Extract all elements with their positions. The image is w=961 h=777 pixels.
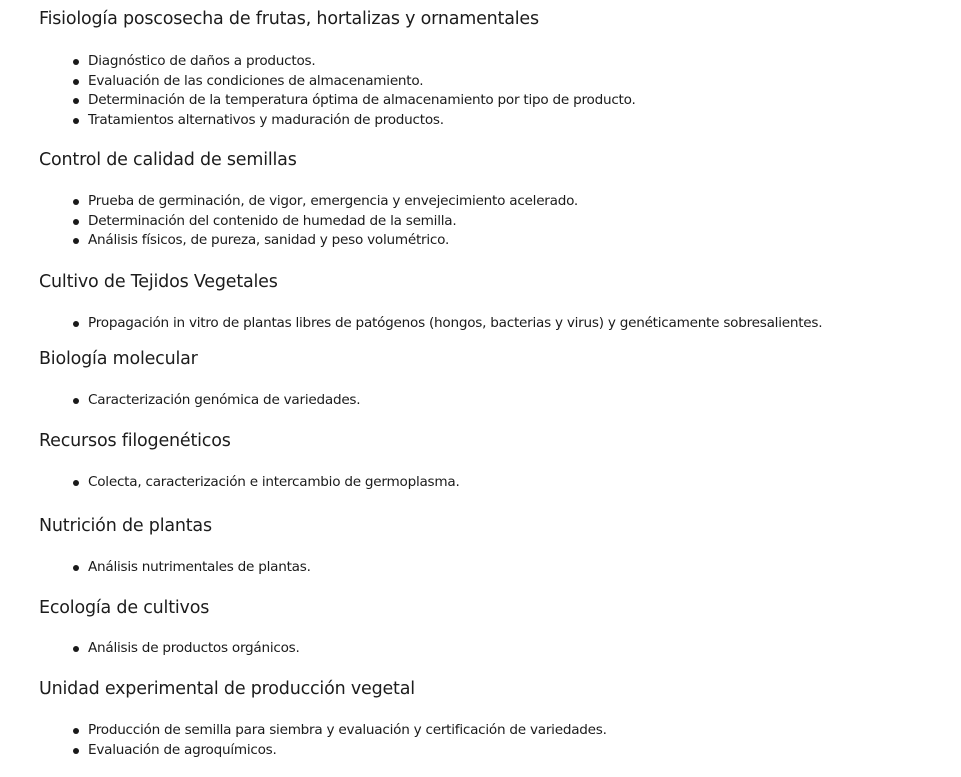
section-unidad-experimental [39,678,949,758]
section-cultivo-tejidos [39,271,949,331]
section-title: Ecología de cultivos [39,598,210,618]
bullet-icon [73,118,79,124]
section-ecologia-cultivos [39,597,949,656]
section-title: Control de calidad de semillas [39,150,297,170]
list-item [39,639,939,659]
section-title: Cultivo de Tejidos Vegetales [39,272,278,292]
list-item-text: Caracterización genómica de variedades. [88,392,361,408]
list-item-text: Determinación de la temperatura óptima de almacenamiento por tipo de producto. [88,92,636,108]
list-item-text: Análisis físicos, de pureza, sanidad y peso volumétrico. [88,232,450,248]
list-item-text: Diagnóstico de daños a productos. [88,53,316,69]
section-poscosecha [39,8,949,128]
section-title: Unidad experimental de producción vegetal [39,679,415,699]
list-item-text: Prueba de germinación, de vigor, emergencia y envejecimiento acelerado. [88,193,579,209]
list-item [39,212,939,232]
section-items [39,192,939,251]
list-item [39,473,939,493]
section-items [39,639,939,659]
section-recursos-filogeneticos [39,430,949,490]
list-item-text: Evaluación de las condiciones de almacenamiento. [88,72,424,89]
list-item-text: Determinación del contenido de humedad de la semilla. [88,212,457,229]
bullet-icon [73,480,79,486]
section-biologia-molecular [39,348,949,408]
bullet-icon [73,748,79,754]
bullet-icon [73,98,79,104]
list-item-text: Evaluación de agroquímicos. [88,741,277,758]
list-item-text: Análisis nutrimentales de plantas. [88,559,311,575]
bullet-icon [73,79,79,85]
section-items [39,473,939,493]
list-item [39,231,939,251]
bullet-icon [73,728,79,734]
bullet-icon [73,321,79,327]
bullet-icon [73,219,79,225]
list-item [39,721,939,741]
section-items [39,52,939,130]
bullet-icon [73,565,79,571]
section-nutricion-plantas [39,515,949,575]
section-items [39,721,939,760]
section-title: Recursos filogenéticos [39,431,231,451]
list-item-text: Análisis de productos orgánicos. [88,640,300,656]
list-item [39,91,939,111]
list-item [39,72,939,92]
list-item [39,192,939,212]
bullet-icon [73,199,79,205]
section-title: Fisiología poscosecha de frutas, hortalizas y ornamentales [39,9,539,29]
section-title: Nutrición de plantas [39,516,212,536]
list-item [39,111,939,131]
list-item [39,558,939,578]
list-item [39,52,939,72]
bullet-icon [73,398,79,404]
section-calidad-semillas [39,149,949,248]
list-item-text: Tratamientos alternativos y maduración de productos. [88,111,444,128]
bullet-icon [73,646,79,652]
bullet-icon [73,238,79,244]
list-item [39,391,939,411]
list-item [39,741,939,761]
bullet-icon [73,59,79,65]
list-item-text: Colecta, caracterización e intercambio de germoplasma. [88,474,460,490]
list-item [39,314,939,334]
section-items [39,391,939,411]
list-item-text: Producción de semilla para siembra y evaluación y certificación de variedades. [88,722,607,738]
section-items [39,558,939,578]
list-item-text: Propagación in vitro de plantas libres de patógenos (hongos, bacterias y virus) y genéticamente sobresalientes. [88,315,823,331]
section-title: Biología molecular [39,349,198,369]
section-items [39,314,939,334]
